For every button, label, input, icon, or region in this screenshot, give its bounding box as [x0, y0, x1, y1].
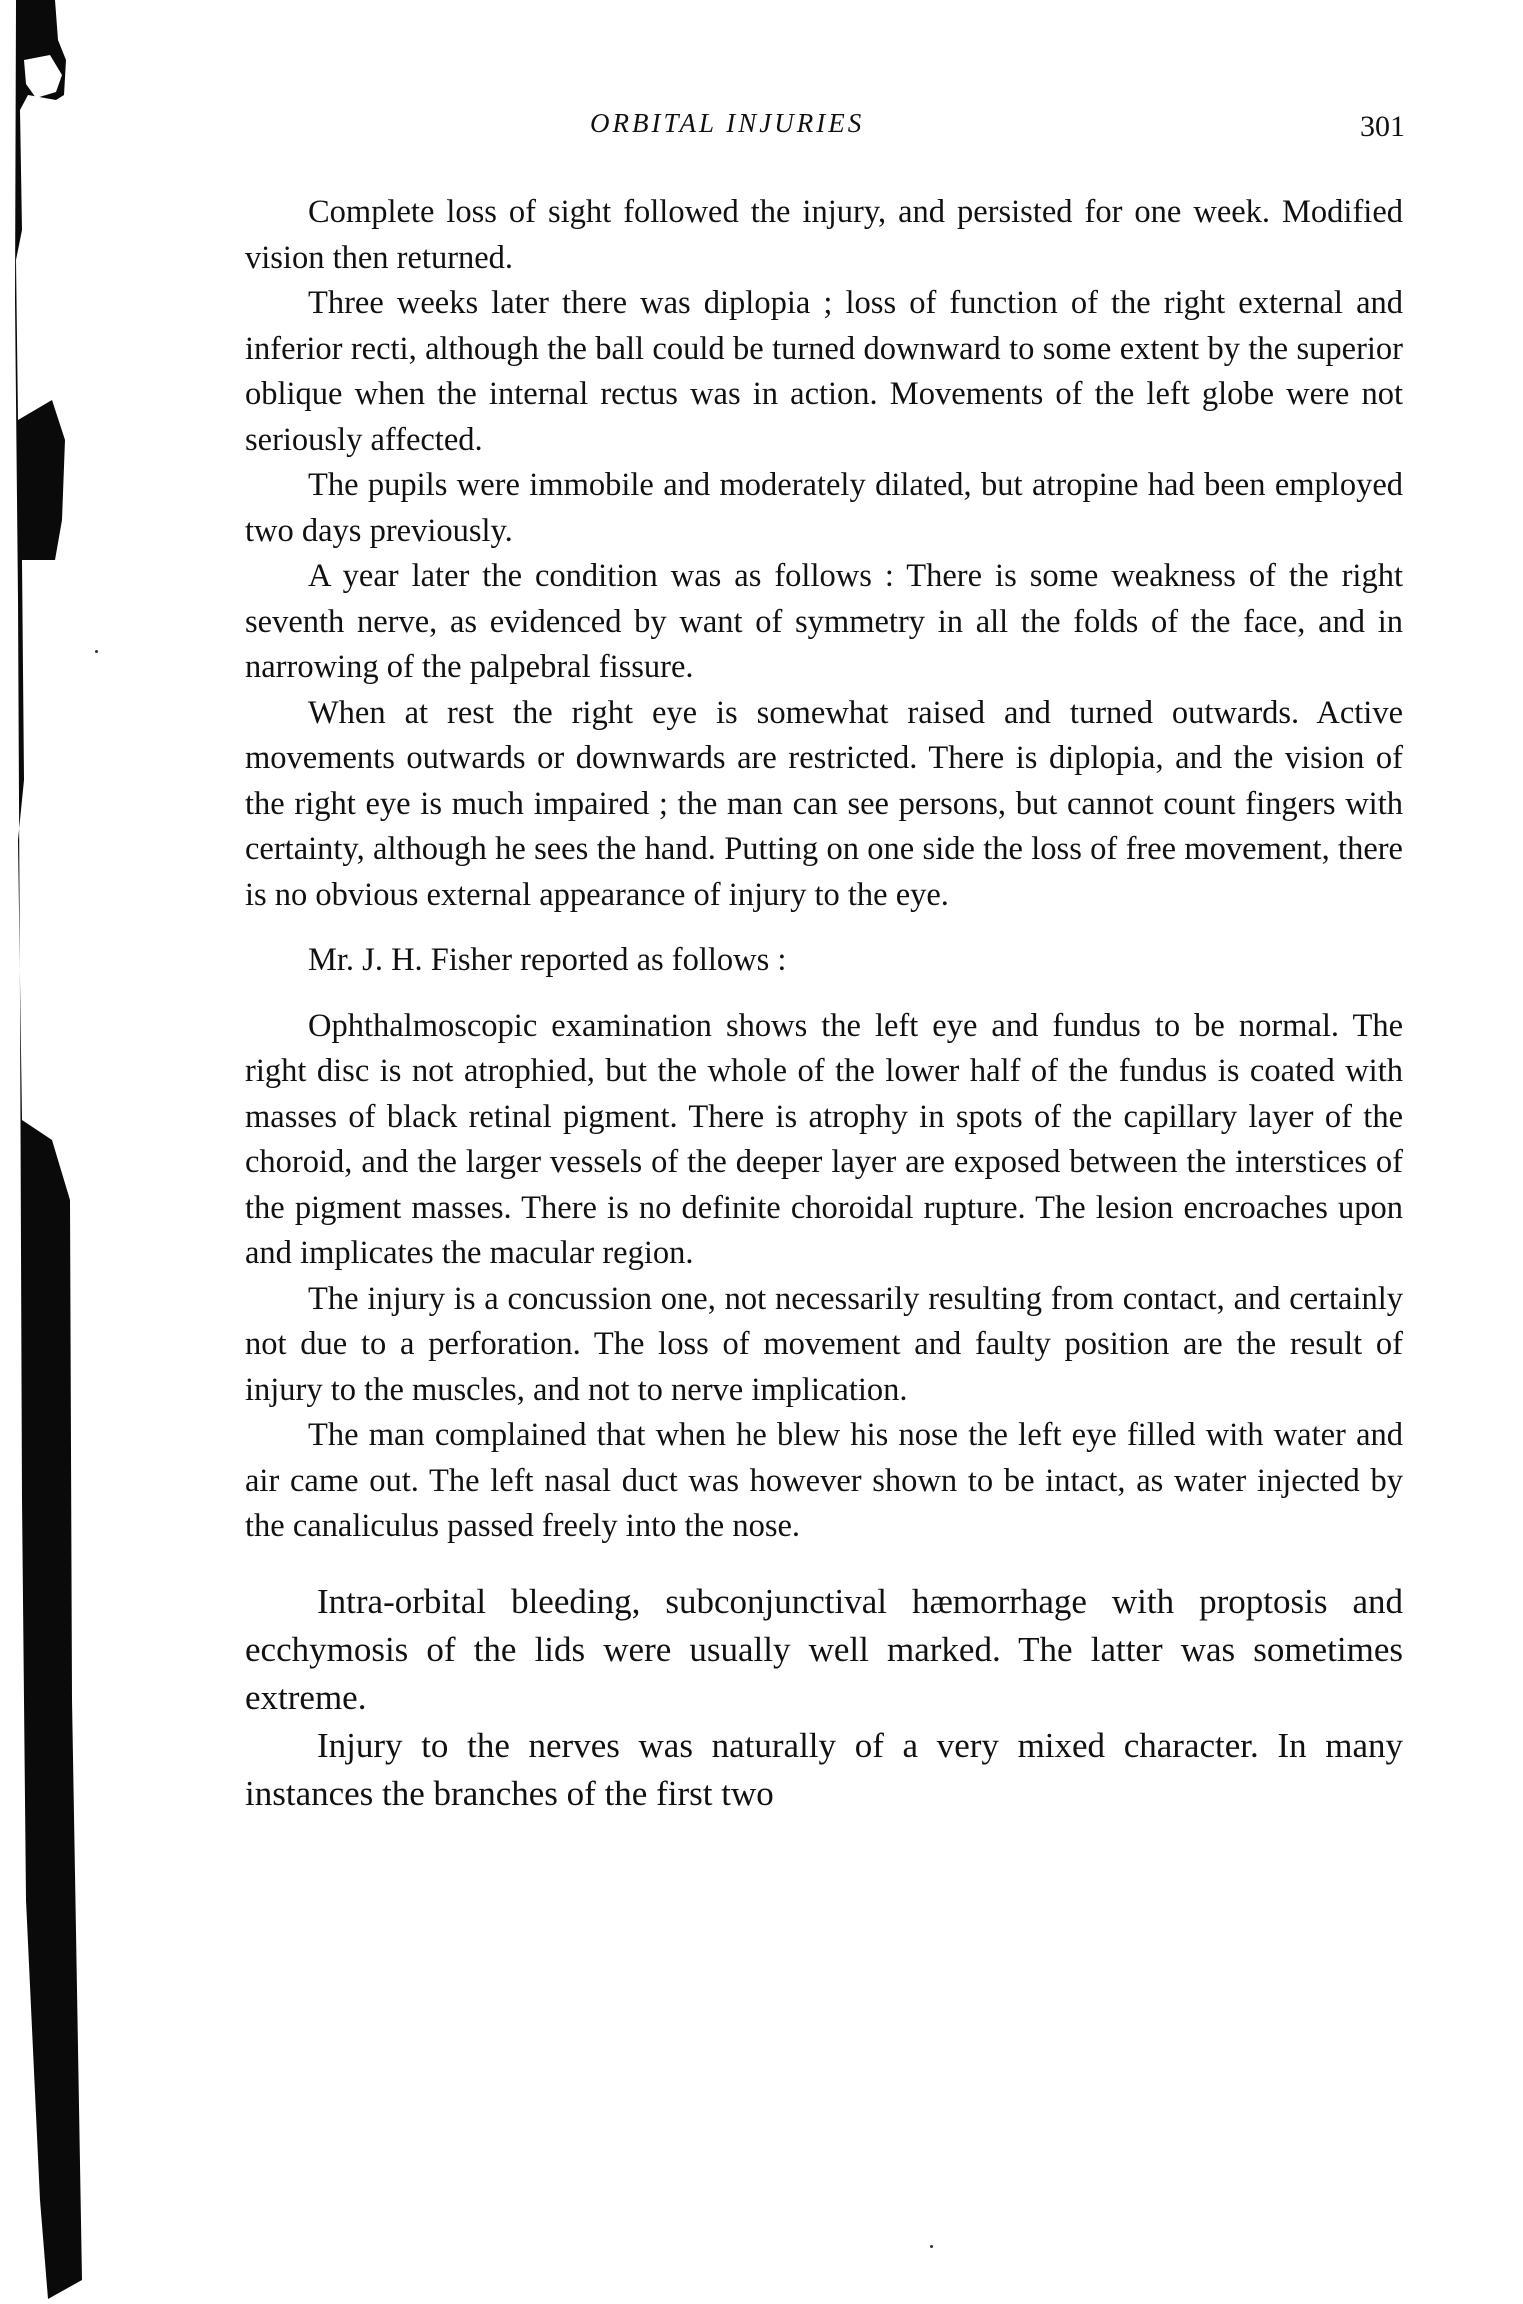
- paragraph: Ophthalmoscopic examination shows the left eye and fundus to be normal. The right disc is not atrophied, but the whole of the lower half of the fundus is coated with masses of black retinal pigment. There is atrophy in spots of the capillary layer of the choroid, and the larger vessels of the deeper layer are exposed between the interstices of the pigment masses. There is no definite choroidal rupture. The lesion encroaches upon and implicates the macular region.: [245, 1007, 1403, 1271]
- paragraph: The injury is a concussion one, not necessarily resulting from contact, and certainly not due to a perforation. The loss of movement and faulty position are the result of injury to the muscles, and not to nerve implication.: [245, 1280, 1403, 1408]
- body-text: [245, 190, 1403, 1818]
- scan-speck: [95, 650, 98, 653]
- paragraph: A year later the condition was as follows : There is some weakness of the right seventh nerve, as evidenced by want of symmetry in all the folds of the face, and in narrowing of the palpebral fissure.: [245, 558, 1403, 685]
- paragraph: Three weeks later there was diplopia ; loss of function of the right external and inferior recti, although the ball could be turned downward to some extent by the superior oblique when the internal rectus was in action. Movements of the left globe were not seriously affected.: [245, 285, 1403, 458]
- binding-shadow-icon: [0, 0, 90, 2299]
- paragraph: The pupils were immobile and moderately dilated, but atropine had been employed two days previously.: [245, 467, 1403, 549]
- book-binding-edge: [0, 0, 90, 2299]
- running-head: [245, 108, 1405, 148]
- paragraph: When at rest the right eye is somewhat raised and turned outwards. Active movements outwards or downwards are restricted. There is diplopia, and the vision of the right eye is much impaired ; the man can see persons, but cannot count fingers with certainty, although he sees the hand. Putting on one side the loss of free movement, there is no obvious external appearance of injury to the eye.: [245, 694, 1403, 913]
- scan-speck: [930, 2245, 933, 2248]
- report-intro: Mr. J. H. Fisher reported as follows :: [308, 942, 787, 978]
- page-number: 301: [1360, 110, 1405, 143]
- paragraph: Complete loss of sight followed the injury, and persisted for one week. Modified vision then returned.: [245, 194, 1403, 276]
- paragraph: The man complained that when he blew his nose the left eye filled with water and air came out. The left nasal duct was however shown to be intact, as water injected by the canaliculus passed freely into the nose.: [245, 1417, 1403, 1544]
- paragraph: Injury to the nerves was naturally of a very mixed character. In many instances the branches of the first two: [245, 1725, 1403, 1813]
- paragraph: Intra-orbital bleeding, subconjunctival hæmorrhage with proptosis and ecchymosis of the lids were usually well marked. The latter was sometimes extreme.: [245, 1581, 1403, 1717]
- running-title: ORBITAL INJURIES: [590, 108, 865, 138]
